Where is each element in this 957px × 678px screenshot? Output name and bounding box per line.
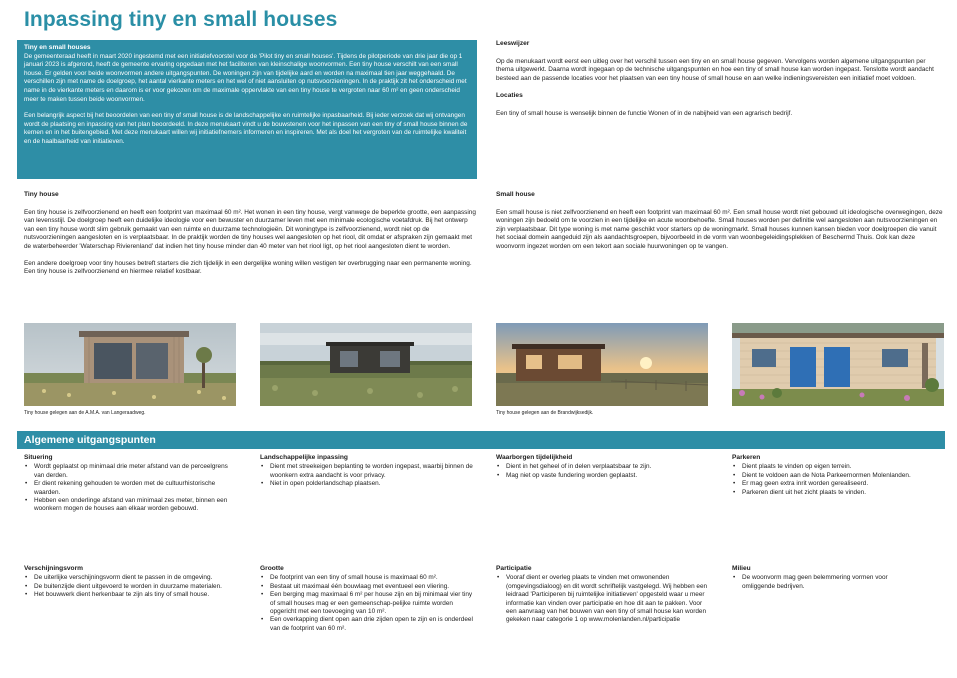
intro-heading: Tiny en small houses	[24, 44, 91, 51]
list-item: • De footprint van een tiny of small house is maximaal 60 m².	[260, 574, 478, 582]
list-item: • Een overkapping dient open aan drie zijden open te zijn en is onderdeel van de footprint van 60 m².	[260, 616, 478, 633]
intro-paragraph-2: Een belangrijk aspect bij het beoordelen van een tiny of small house is de landschappelijke en ruimtelijke inpasbaarheid. Bij ieder verzoek dat wij ontvangen wordt de plaatsing en inpassing van het plan beoordeeld. In deze menukaart vindt u de bouwstenen voor het inpassen van een tiny of small house binnen de kernen en in het buitengebied. Met deze menukaart willen wij initiatiefnemers informeren en inspireren. Met als doel het vergroten van de ruimtelijke kwaliteit en de haalbaarheid van initiatieven.	[24, 112, 468, 145]
block-waarborgen-tijdelijkheid	[496, 454, 714, 480]
list-item: • Dient te voldoen aan de Nota Parkeernormen Molenlanden.	[732, 472, 947, 480]
block-verschijningsvorm	[24, 565, 239, 600]
grootte-heading: Grootte	[260, 565, 284, 572]
small-house-heading: Small house	[496, 191, 535, 198]
list-item: • Bestaat uit maximaal één bouwlaag met eventueel een vliering.	[260, 583, 478, 591]
right-column	[496, 40, 944, 128]
section-band-algemene-uitgangspunten: Algemene uitgangspunten	[17, 431, 945, 449]
locaties-text: Een tiny of small house is wenselijk binnen de functie Wonen of in de nabijheid van een agrarisch bedrijf.	[496, 109, 793, 117]
list-item: • Vooraf dient er overleg plaats te vinden met omwonenden (omgevingsdialoog) en dit wordt schriftelijk vastgelegd. Wij hebben een leidraad 'Participeren bij ruimtelijke initiatieven' opgesteld waar u meer informatie kan vinden over participatie en hoe dit aan te pakken. Voor een aanvraag van het bouwen van een tiny of small house kan worden gekeken naar categorie 1 op www.molenlanden.nl/participatie	[496, 574, 714, 624]
photo-tiny-house-brandwijksedijk	[496, 323, 708, 406]
milieu-heading: Milieu	[732, 565, 751, 572]
caption-2: Tiny house gelegen aan de Brandwijksedijk.	[496, 410, 594, 416]
list-item: • Hebben een onderlinge afstand van minimaal zes meter, binnen een woonkern mogen de houses aan elkaar worden gebouwd.	[24, 497, 239, 514]
list-item: • Parkeren dient uit het zicht plaats te vinden.	[732, 489, 947, 497]
list-item: • De buitenzijde dient uitgevoerd te worden in duurzame materialen.	[24, 583, 239, 591]
caption-1: Tiny house gelegen aan de A.M.A. van Langeraadweg.	[24, 410, 146, 416]
list-item: • De woonvorm mag geen belemmering vormen voor omliggende bedrijven.	[732, 574, 922, 591]
tijdelijk-heading: Waarborgen tijdelijkheid	[496, 454, 573, 461]
small-house-section	[496, 191, 944, 260]
intro-box	[17, 40, 477, 179]
participatie-heading: Participatie	[496, 565, 532, 572]
tiny-house-heading: Tiny house	[24, 191, 59, 198]
list-item: • Wordt geplaatst op minimaal drie meter afstand van de perceelgrens van derden.	[24, 463, 239, 480]
list-item: • Dient in het geheel of in delen verplaatsbaar te zijn.	[496, 463, 714, 471]
block-milieu	[732, 565, 922, 591]
list-item: • Dient plaats te vinden op eigen terrein.	[732, 463, 947, 471]
small-house-text: Een small house is niet zelfvoorzienend en heeft een footprint van maximaal 60 m². Een small house wordt niet gebouwd uit ideologische overwegingen, deze woningen zijn bedoeld om te voorzien in een tijdelijke en acute woonbehoefte. Small houses worden per definitie wel aangesloten aan nutsvoorzieningen en zijn verplaatsbaar. Dit type woning is met name geschikt voor starters op de woningmarkt. Small houses kunnen kansen bieden voor doelgroepen die vanuit het sociaal domein aangeduid zijn als aandachtsgroepen, bijvoorbeeld in de vorm van woonbegeleidingsplekken of Beschermd Thuis. Ook kan deze woonvorm ingezet worden om een tekort aan sociale huurwoningen op te vangen.	[496, 208, 943, 250]
list-item: • De uiterlijke verschijningsvorm dient te passen in de omgeving.	[24, 574, 239, 582]
list-item: • Er dient rekening gehouden te worden met de cultuurhistorische waarden.	[24, 480, 239, 497]
leeswijzer-heading: Leeswijzer	[496, 40, 530, 47]
photo-tiny-house-langeraadweg	[24, 323, 236, 406]
tiny-house-paragraph-2: Een andere doelgroep voor tiny houses betreft starters die zich tijdelijk in een dergelijke woning willen vestigen ter overbrugging naar een permanente woning. Een tiny house is zelfvoorzienend en hiermee relatief kostbaar.	[24, 259, 472, 276]
block-participatie	[496, 565, 714, 625]
page-title: Inpassing tiny en small houses	[24, 8, 338, 31]
list-item: • Het bouwwerk dient herkenbaar te zijn als tiny of small house.	[24, 591, 239, 599]
list-item: • Mag niet op vaste fundering worden geplaatst.	[496, 472, 714, 480]
photo-small-house-blue-doors	[732, 323, 944, 406]
verschijning-heading: Verschijningsvorm	[24, 565, 83, 572]
leeswijzer-text: Op de menukaart wordt eerst een uitleg over het verschil tussen een tiny en en small house gegeven. Vervolgens worden algemene uitgangspunten per thema uitgewerkt. Daarna wordt ingegaan op de technische uitgangspunten en hoe een tiny of small house kan worden ingepast. Tenslotte wordt aandacht besteed aan de passende locaties voor het plaatsen van een tiny house of small house en aan welke indieningsvereisten een initiatief moet voldoen.	[496, 57, 934, 82]
situering-heading: Situering	[24, 454, 53, 461]
list-item: • Een berging mag maximaal 6 m² per house zijn en bij minimaal vier tiny of small houses mag er een gemeenschap-pelijke ruimte worden opgericht met een toevoeging van 10 m².	[260, 591, 478, 616]
photo-tiny-house-meadow	[260, 323, 472, 406]
locaties-heading: Locaties	[496, 92, 523, 100]
tiny-house-paragraph-1: Een tiny house is zelfvoorzienend en heeft een footprint van maximaal 60 m². Het wonen in een tiny house, vergt vanwege de beperkte grootte, een aanpassing van levensstijl. De doelgroep heeft een duidelijke ideologie voor een bewuster en duurzamer leven met een minimale ecologische voetafdruk. Bij het ontwerp van een tiny house wordt slim gebruik gemaakt van een ruimte en duurzame technologieën. Dit woningtype is zelfvoorzienend, wordt niet op de nutsvoorzieningen aangesloten en is verplaatsbaar. In de praktijk worden de tiny houses wel aangesloten op het riool, dit omdat er afspraken zijn gemaakt met de waterbeheerder 'Waterschap Rivierenland' dat indien het tiny house minder dan 40 meter van het riool ligt, op het riool aangesloten dient te worden.	[24, 208, 476, 250]
block-parkeren	[732, 454, 947, 497]
block-grootte	[260, 565, 478, 633]
intro-paragraph-1: De gemeenteraad heeft in maart 2020 ingestemd met een initiatiefvoorstel voor de 'Pilot tiny en small houses'. Tijdens de pilotperiode van drie jaar die op 1 januari 2023 is afgerond, heeft de gemeente ervaring opgedaan met het faciliteren van kleinschalige woonvormen. Een tiny house verschilt van een small house. Er gelden voor beide woonvormen andere uitgangspunten. De woningen zijn van tijdelijke aard en worden na maximaal tien jaar weggehaald. De verschillen zijn met name de doelgroep, het aantal vierkante meters en het wel of niet aansluiten op nutsvoorzieningen. In de praktijk zit het onderscheid met name in de vierkante meters en daarom is er voor gekozen om de maximale oppervlakte van een tiny house te vergroten naar 60 m² en geen onderscheid meer te maken tussen beide woonvormen.	[24, 52, 467, 103]
block-landschappelijke-inpassing	[260, 454, 478, 489]
tiny-house-section	[24, 191, 476, 285]
list-item: • Er mag geen extra inrit worden gerealiseerd.	[732, 480, 947, 488]
list-item: • Niet in open polderlandschap plaatsen.	[260, 480, 478, 488]
list-item: • Dient met streekeigen beplanting te worden ingepast, waarbij binnen de woonkern extra aandacht is voor privacy.	[260, 463, 478, 480]
block-situering	[24, 454, 239, 514]
landschap-heading: Landschappelijke inpassing	[260, 454, 348, 461]
parkeren-heading: Parkeren	[732, 454, 761, 461]
